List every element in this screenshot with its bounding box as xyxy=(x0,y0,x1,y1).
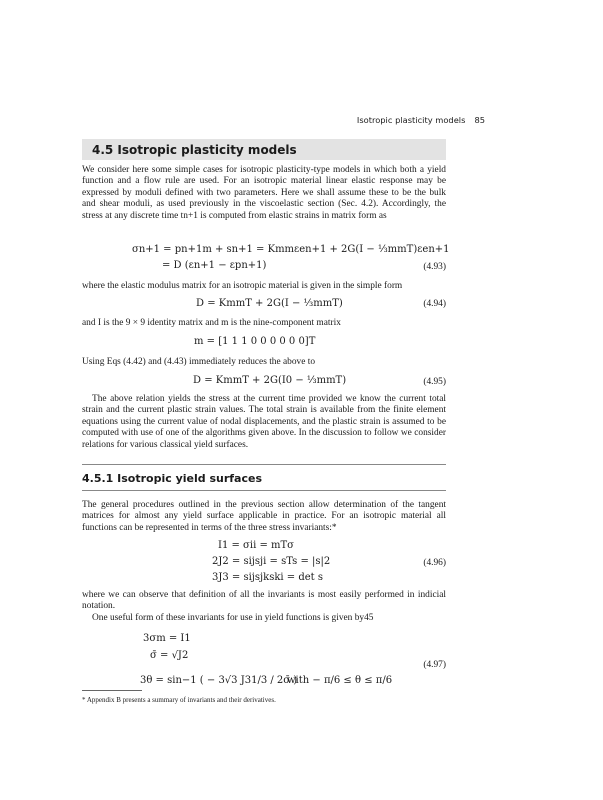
equation-m-vector: m = [1 1 1 0 0 0 0 0 0]T xyxy=(194,336,316,347)
subsection-top-rule xyxy=(82,464,446,465)
equation-number-4-93: (4.93) xyxy=(423,262,446,272)
equation-4-96-line1: I1 = σii = mTσ xyxy=(218,540,294,551)
page-number: 85 xyxy=(474,115,485,125)
equation-4-95: D = KmmT + 2G(I0 − ⅓mmT) xyxy=(193,375,347,386)
equation-4-93-line1: σn+1 = pn+1m + sn+1 = Kmmεen+1 + 2G(I − ⅓mmT)εen+1 xyxy=(132,244,450,255)
equation-4-94: D = KmmT + 2G(I − ⅓mmT) xyxy=(196,298,343,309)
paragraph-identity: and I is the 9 × 9 identity matrix and m is the nine-component matrix xyxy=(82,318,341,328)
running-head-title: Isotropic plasticity models xyxy=(356,115,466,125)
paragraph-indicial: where we can observe that definition of all the invariants is most easily performed in indicial notation. xyxy=(82,590,446,612)
paragraph-relation: The above relation yields the stress at the current time provided we know the current total strain and the current plastic strain values. The total strain is available from the finite element equations using the current value of nodal displacements, and the plastic strain is assumed to be computed with use of one of the algorithms given above. In the discussion to follow we consider relations for various classical yield surfaces. xyxy=(82,394,446,450)
section-title: 4.5 Isotropic plasticity models xyxy=(92,143,297,157)
subsection-bottom-rule xyxy=(82,490,446,491)
equation-4-97-condition: with − π/6 ≤ θ ≤ π/6 xyxy=(287,675,393,686)
running-head xyxy=(357,115,485,125)
footnote: * Appendix B presents a summary of invariants and their derivatives. xyxy=(82,696,276,704)
paragraph-using-eqs: Using Eqs (4.42) and (4.43) immediately reduces the above to xyxy=(82,357,316,367)
paragraph-general-procedures: The general procedures outlined in the previous section allow determination of the tangent matrices for almost any yield surface applicable in practice. For an isotropic material all functions can be represented in terms of the three stress invariants:* xyxy=(82,500,446,533)
subsection-title: 4.5.1 Isotropic yield surfaces xyxy=(82,472,262,485)
equation-4-97-line1: 3σm = I1 xyxy=(143,633,191,644)
paragraph-modulus: where the elastic modulus matrix for an isotropic material is given in the simple form xyxy=(82,281,403,291)
equation-4-96-line2: 2J2 = sijsji = sTs = |s|2 xyxy=(212,556,331,567)
equation-4-96-line3: 3J3 = sijsjkski = det s xyxy=(212,572,323,583)
equation-number-4-95: (4.95) xyxy=(423,377,446,387)
equation-number-4-96: (4.96) xyxy=(423,558,446,568)
paragraph-intro: We consider here some simple cases for isotropic plasticity-type models in which both a yield function and a flow rule are used. For an isotropic material linear elastic response may be expressed by moduli defined with two parameters. Here we shall assume these to be the bulk and shear moduli, as used previously in the viscoelastic section (Sec. 4.2). Accordingly, the stress at any discrete time tn+1 is computed from elastic strains in matrix form as xyxy=(82,165,446,221)
equation-4-93-line2: = D (εn+1 − εpn+1) xyxy=(162,260,267,271)
paragraph-useful-form: One useful form of these invariants for use in yield functions is given by45 xyxy=(92,613,374,623)
equation-4-97-line3: 3θ = sin−1 ( − 3√3 J31/3 / 2σ̄ ) xyxy=(140,675,298,686)
equation-number-4-94: (4.94) xyxy=(423,299,446,309)
equation-4-97-line2: σ̄ = √J2 xyxy=(150,650,189,661)
equation-number-4-97: (4.97) xyxy=(423,660,446,670)
footnote-rule xyxy=(82,690,142,691)
